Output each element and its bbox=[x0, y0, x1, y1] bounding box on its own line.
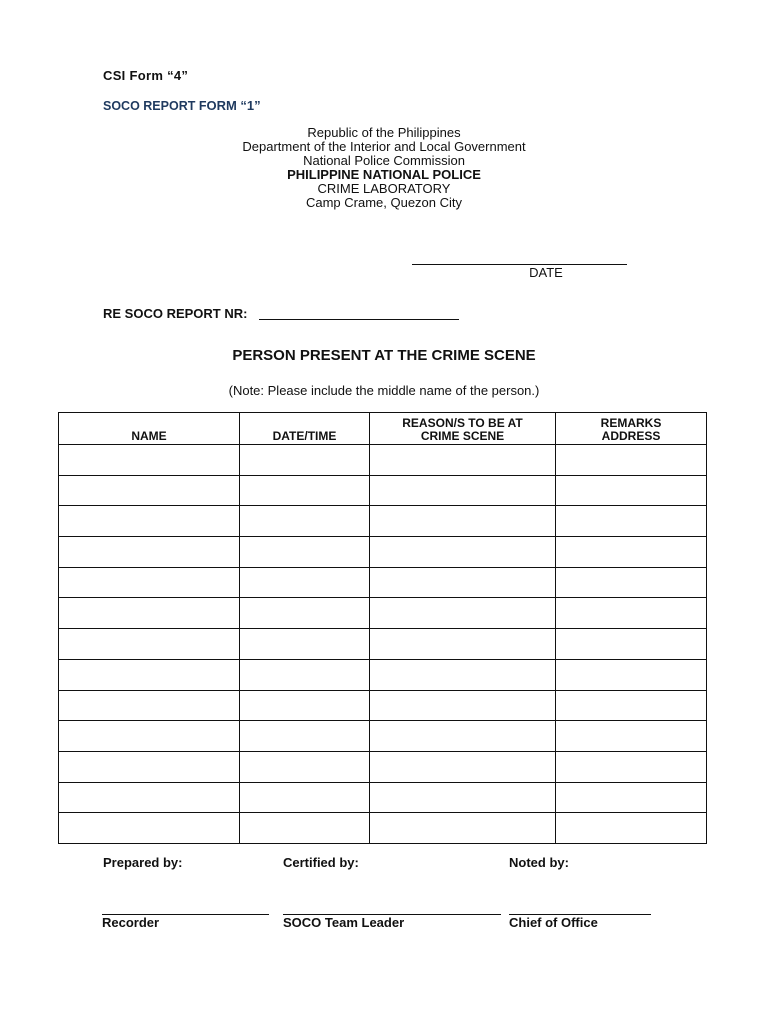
cell-reason[interactable] bbox=[370, 690, 556, 721]
cell-remarks[interactable] bbox=[556, 629, 707, 660]
noted-by-label: Noted by: bbox=[509, 855, 569, 870]
cell-remarks[interactable] bbox=[556, 506, 707, 537]
report-form-prefix: SOCO REPORT F bbox=[103, 99, 207, 113]
page-title: PERSON PRESENT AT THE CRIME SCENE bbox=[232, 347, 536, 364]
header-line-location: Camp Crame, Quezon City bbox=[305, 195, 463, 210]
cell-name[interactable] bbox=[59, 506, 240, 537]
cell-datetime[interactable] bbox=[240, 567, 370, 598]
header-line-republic: Republic of the Philippines bbox=[307, 125, 461, 140]
cell-name[interactable] bbox=[59, 475, 240, 506]
col-header-name: NAME bbox=[59, 413, 240, 445]
table-body bbox=[59, 445, 707, 844]
cell-reason[interactable] bbox=[370, 475, 556, 506]
cell-datetime[interactable] bbox=[240, 659, 370, 690]
cell-datetime[interactable] bbox=[240, 537, 370, 568]
cell-reason[interactable] bbox=[370, 629, 556, 660]
cell-datetime[interactable] bbox=[240, 475, 370, 506]
table-row bbox=[59, 721, 707, 752]
cell-datetime[interactable] bbox=[240, 782, 370, 813]
table-row bbox=[59, 629, 707, 660]
cell-name[interactable] bbox=[59, 813, 240, 844]
col-header-remarks-line2: ADDRESS bbox=[601, 429, 661, 443]
cell-reason[interactable] bbox=[370, 751, 556, 782]
cell-name[interactable] bbox=[59, 659, 240, 690]
date-label: DATE bbox=[529, 265, 563, 280]
cell-reason[interactable] bbox=[370, 721, 556, 752]
table-row bbox=[59, 537, 707, 568]
header-line-crime-lab: CRIME LABORATORY bbox=[317, 181, 451, 196]
cell-reason[interactable] bbox=[370, 567, 556, 598]
cell-remarks[interactable] bbox=[556, 598, 707, 629]
team-leader-role: SOCO Team Leader bbox=[283, 915, 405, 930]
cell-name[interactable] bbox=[59, 782, 240, 813]
cell-remarks[interactable] bbox=[556, 751, 707, 782]
cell-reason[interactable] bbox=[370, 537, 556, 568]
cell-datetime[interactable] bbox=[240, 506, 370, 537]
table-row bbox=[59, 475, 707, 506]
cell-name[interactable] bbox=[59, 629, 240, 660]
cell-reason[interactable] bbox=[370, 506, 556, 537]
cell-reason[interactable] bbox=[370, 813, 556, 844]
report-number-field-line[interactable] bbox=[259, 319, 459, 320]
cell-remarks[interactable] bbox=[556, 690, 707, 721]
cell-datetime[interactable] bbox=[240, 721, 370, 752]
cell-datetime[interactable] bbox=[240, 751, 370, 782]
cell-name[interactable] bbox=[59, 598, 240, 629]
cell-datetime[interactable] bbox=[240, 598, 370, 629]
cell-remarks[interactable] bbox=[556, 567, 707, 598]
report-form-label bbox=[103, 98, 261, 113]
cell-datetime[interactable] bbox=[240, 629, 370, 660]
col-header-remarks-line1: REMARKS bbox=[600, 416, 662, 430]
table-row bbox=[59, 782, 707, 813]
col-header-reason-line1: REASON/S TO BE AT bbox=[402, 416, 523, 430]
header-line-napolcom: National Police Commission bbox=[303, 153, 465, 168]
col-header-reason-line2: CRIME SCENE bbox=[420, 429, 505, 443]
col-header-reason bbox=[370, 413, 556, 445]
table-header-row bbox=[59, 413, 707, 445]
cell-remarks[interactable] bbox=[556, 782, 707, 813]
table-row bbox=[59, 506, 707, 537]
prepared-by-label: Prepared by: bbox=[103, 855, 183, 870]
cell-reason[interactable] bbox=[370, 659, 556, 690]
cell-name[interactable] bbox=[59, 751, 240, 782]
cell-remarks[interactable] bbox=[556, 445, 707, 476]
cell-remarks[interactable] bbox=[556, 659, 707, 690]
cell-remarks[interactable] bbox=[556, 537, 707, 568]
recorder-role: Recorder bbox=[102, 915, 160, 930]
cell-remarks[interactable] bbox=[556, 813, 707, 844]
table-row bbox=[59, 445, 707, 476]
instruction-note: (Note: Please include the middle name of the person.) bbox=[228, 383, 540, 398]
cell-datetime[interactable] bbox=[240, 813, 370, 844]
cell-remarks[interactable] bbox=[556, 721, 707, 752]
report-number-label: RE SOCO REPORT NR: bbox=[103, 306, 248, 321]
cell-name[interactable] bbox=[59, 567, 240, 598]
col-header-datetime: DATE/TIME bbox=[240, 413, 370, 445]
header-line-dilg: Department of the Interior and Local Government bbox=[242, 139, 526, 154]
cell-reason[interactable] bbox=[370, 598, 556, 629]
report-form-suffix: ORM “1” bbox=[206, 98, 261, 113]
cell-reason[interactable] bbox=[370, 445, 556, 476]
cell-remarks[interactable] bbox=[556, 475, 707, 506]
persons-table bbox=[58, 412, 707, 844]
cell-datetime[interactable] bbox=[240, 690, 370, 721]
col-header-remarks bbox=[556, 413, 707, 445]
form-id: CSI Form “4” bbox=[103, 68, 189, 83]
cell-name[interactable] bbox=[59, 537, 240, 568]
cell-reason[interactable] bbox=[370, 782, 556, 813]
table-row bbox=[59, 813, 707, 844]
table-row bbox=[59, 659, 707, 690]
cell-name[interactable] bbox=[59, 690, 240, 721]
table-row bbox=[59, 690, 707, 721]
cell-datetime[interactable] bbox=[240, 445, 370, 476]
cell-name[interactable] bbox=[59, 721, 240, 752]
table-row bbox=[59, 751, 707, 782]
table-row bbox=[59, 598, 707, 629]
chief-role: Chief of Office bbox=[509, 915, 598, 930]
letterhead bbox=[0, 126, 768, 210]
header-line-pnp: PHILIPPINE NATIONAL POLICE bbox=[287, 167, 481, 182]
certified-by-label: Certified by: bbox=[283, 855, 359, 870]
table-row bbox=[59, 567, 707, 598]
cell-name[interactable] bbox=[59, 445, 240, 476]
